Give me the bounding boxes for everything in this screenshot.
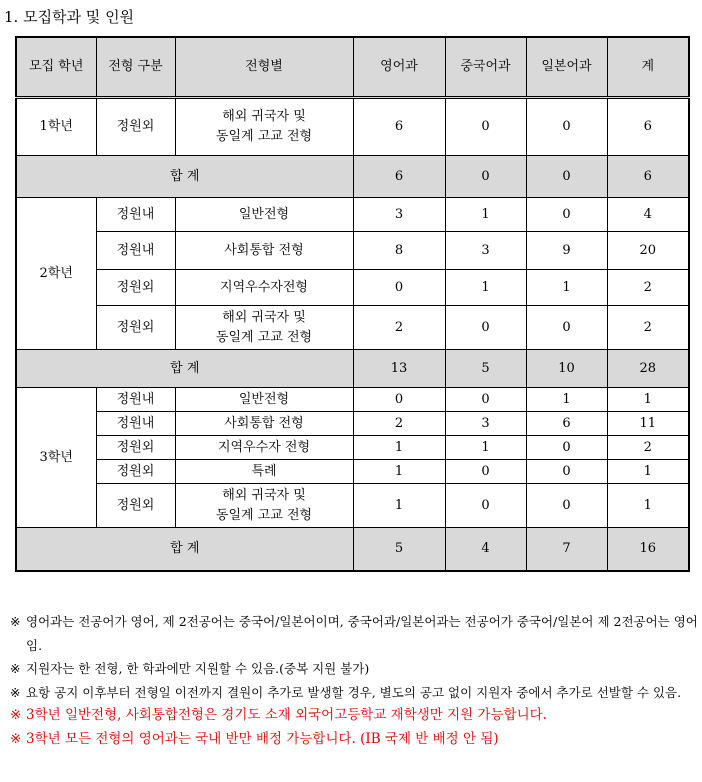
english-cell: 2: [353, 412, 445, 436]
sum-chinese: 4: [445, 528, 526, 571]
sum-japanese: 10: [526, 350, 607, 388]
category-cell: 특례: [175, 460, 353, 484]
type-cell: 정원외: [96, 460, 175, 484]
note-mark-icon: ※: [10, 684, 21, 700]
note-item: [8, 704, 698, 728]
grade-cell: 3학년: [16, 388, 96, 528]
note-mark-icon: ※: [10, 614, 21, 629]
note-item: [8, 610, 698, 657]
type-cell: 정원외: [96, 270, 175, 306]
english-cell: 8: [353, 232, 445, 270]
type-cell: 정원외: [96, 436, 175, 460]
total-cell: 2: [607, 270, 689, 306]
total-cell: 2: [607, 436, 689, 460]
category-cell: 해외 귀국자 및 동일계 고교 전형: [175, 306, 353, 350]
header-english: 영어과: [353, 37, 445, 98]
japanese-cell: 0: [526, 484, 607, 528]
chinese-cell: 0: [445, 460, 526, 484]
sum-label: 합 계: [16, 350, 353, 388]
english-cell: 1: [353, 484, 445, 528]
grade-cell: 2학년: [16, 198, 96, 350]
header-type: 전형 구분: [96, 37, 175, 98]
admission-table: [15, 36, 690, 572]
sum-row: [16, 528, 689, 571]
note-mark-icon: ※: [10, 730, 22, 747]
note-text: 영어과는 전공어가 영어, 제 2전공어는 중국어/일본어이며, 중국어과/일본어과는 전공어가 중국어/일본어 제 2전공어는 영어임.: [26, 614, 698, 653]
header-row: [16, 37, 689, 98]
total-cell: 6: [607, 98, 689, 156]
chinese-cell: 0: [445, 388, 526, 412]
chinese-cell: 1: [445, 270, 526, 306]
note-item: [8, 657, 698, 681]
sum-english: 13: [353, 350, 445, 388]
sum-total: 16: [607, 528, 689, 571]
category-cell: 일반전형: [175, 198, 353, 232]
section-title: 1. 모집학과 및 인원: [4, 8, 135, 26]
table-row: [16, 484, 689, 528]
table-row: [16, 436, 689, 460]
sum-chinese: 0: [445, 156, 526, 198]
note-mark-icon: ※: [10, 661, 21, 676]
table-row: [16, 198, 689, 232]
type-cell: 정원내: [96, 198, 175, 232]
category-cell: 지역우수자전형: [175, 270, 353, 306]
total-cell: 20: [607, 232, 689, 270]
sum-row: [16, 156, 689, 198]
note-item: [8, 728, 698, 752]
table-row: [16, 270, 689, 306]
notes: [8, 610, 698, 751]
category-cell: 해외 귀국자 및 동일계 고교 전형: [175, 484, 353, 528]
sum-total: 6: [607, 156, 689, 198]
chinese-cell: 3: [445, 412, 526, 436]
table-row: [16, 306, 689, 350]
japanese-cell: 0: [526, 198, 607, 232]
chinese-cell: 0: [445, 484, 526, 528]
english-cell: 6: [353, 98, 445, 156]
type-cell: 정원내: [96, 412, 175, 436]
english-cell: 3: [353, 198, 445, 232]
note-item: [8, 681, 698, 705]
category-cell: 사회통합 전형: [175, 232, 353, 270]
chinese-cell: 0: [445, 306, 526, 350]
header-total: 계: [607, 37, 689, 98]
header-chinese: 중국어과: [445, 37, 526, 98]
type-cell: 정원내: [96, 232, 175, 270]
note-mark-icon: ※: [10, 707, 22, 723]
total-cell: 1: [607, 388, 689, 412]
sum-english: 6: [353, 156, 445, 198]
category-cell: 사회통합 전형: [175, 412, 353, 436]
total-cell: 1: [607, 460, 689, 484]
english-cell: 0: [353, 270, 445, 306]
note-text: 3학년 모든 전형의 영어과는 국내 반만 배정 가능합니다. (IB 국제 반 배정 안 됨): [26, 730, 499, 747]
type-cell: 정원외: [96, 484, 175, 528]
header-japanese: 일본어과: [526, 37, 607, 98]
category-cell: 해외 귀국자 및 동일계 고교 전형: [175, 98, 353, 156]
japanese-cell: 0: [526, 98, 607, 156]
japanese-cell: 0: [526, 436, 607, 460]
sum-label: 합 계: [16, 528, 353, 571]
note-text: 3학년 일반전형, 사회통합전형은 경기도 소재 외국어고등학교 재학생만 지원 가능합니다.: [26, 707, 547, 723]
japanese-cell: 1: [526, 388, 607, 412]
chinese-cell: 1: [445, 436, 526, 460]
header-grade: 모집 학년: [16, 37, 96, 98]
note-text: 요항 공지 이후부터 전형일 이전까지 결원이 추가로 발생할 경우, 별도의 공고 없이 지원자 중에서 추가로 선발할 수 있음.: [26, 684, 682, 700]
type-cell: 정원외: [96, 98, 175, 156]
sum-label: 합 계: [16, 156, 353, 198]
japanese-cell: 9: [526, 232, 607, 270]
japanese-cell: 1: [526, 270, 607, 306]
type-cell: 정원외: [96, 306, 175, 350]
table-row: [16, 460, 689, 484]
sum-japanese: 7: [526, 528, 607, 571]
category-cell: 지역우수자 전형: [175, 436, 353, 460]
sum-chinese: 5: [445, 350, 526, 388]
category-cell: 일반전형: [175, 388, 353, 412]
header-category: 전형별: [175, 37, 353, 98]
sum-japanese: 0: [526, 156, 607, 198]
total-cell: 11: [607, 412, 689, 436]
note-text: 지원자는 한 전형, 한 학과에만 지원할 수 있음.(중복 지원 불가): [26, 661, 370, 676]
table-row: [16, 232, 689, 270]
chinese-cell: 3: [445, 232, 526, 270]
japanese-cell: 0: [526, 460, 607, 484]
table-row: [16, 388, 689, 412]
english-cell: 1: [353, 436, 445, 460]
type-cell: 정원내: [96, 388, 175, 412]
english-cell: 2: [353, 306, 445, 350]
sum-total: 28: [607, 350, 689, 388]
total-cell: 4: [607, 198, 689, 232]
chinese-cell: 1: [445, 198, 526, 232]
japanese-cell: 0: [526, 306, 607, 350]
table-row: [16, 412, 689, 436]
japanese-cell: 6: [526, 412, 607, 436]
sum-english: 5: [353, 528, 445, 571]
total-cell: 1: [607, 484, 689, 528]
grade-cell: 1학년: [16, 98, 96, 156]
total-cell: 2: [607, 306, 689, 350]
english-cell: 1: [353, 460, 445, 484]
english-cell: 0: [353, 388, 445, 412]
table-row: [16, 98, 689, 156]
chinese-cell: 0: [445, 98, 526, 156]
sum-row: [16, 350, 689, 388]
